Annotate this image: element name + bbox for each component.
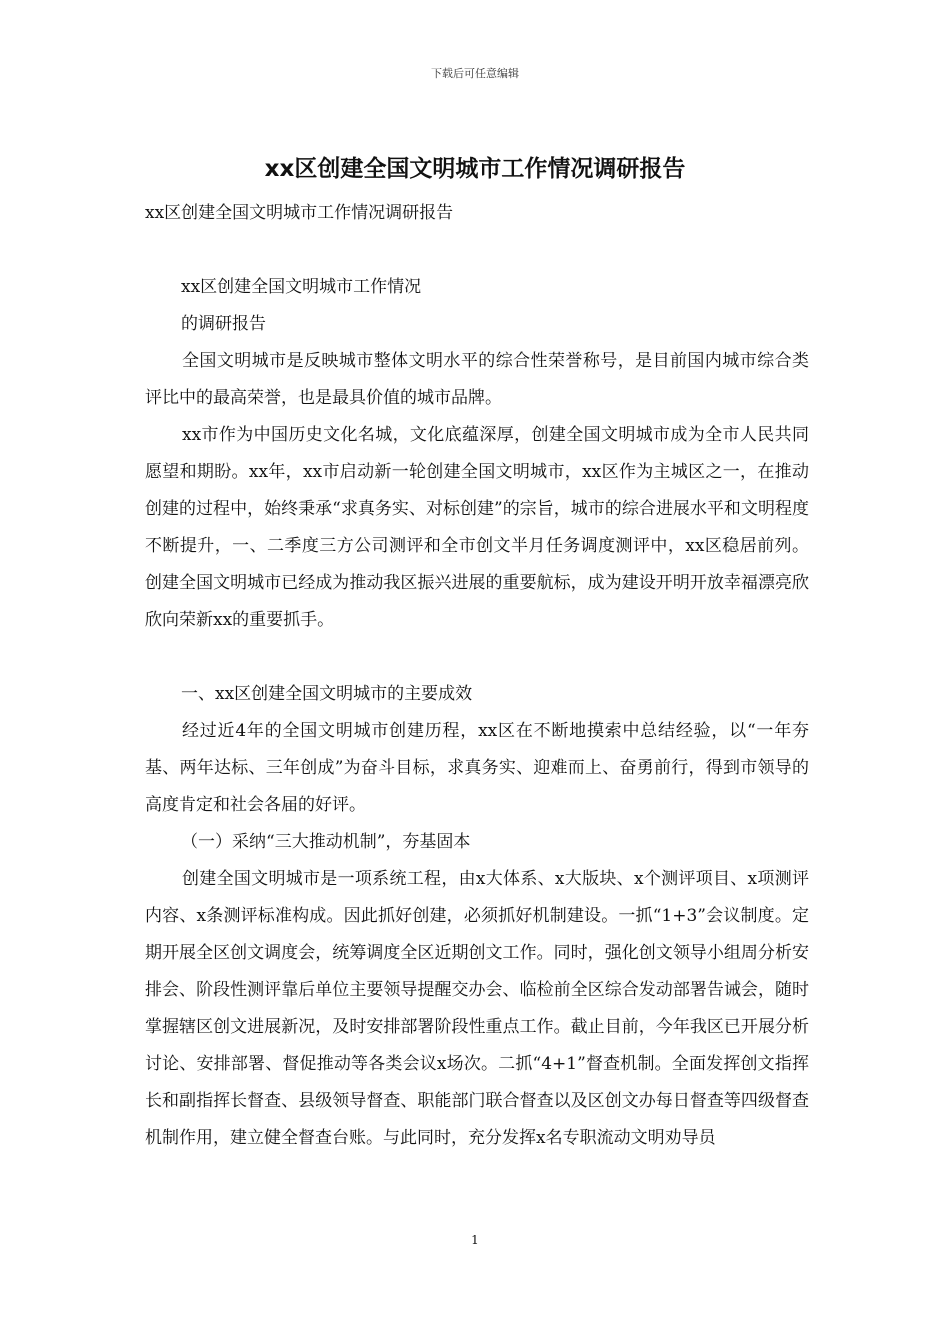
paragraph-intro: 全国文明城市是反映城市整体文明水平的综合性荣誉称号，是目前国内城市综合类评比中的最高荣誉，也是最具价值的城市品牌。: [145, 351, 809, 408]
paragraph-background: xx市作为中国历史文化名城，文化底蕴深厚，创建全国文明城市成为全市人民共同愿望和期盼。xx年，xx市启动新一轮创建全国文明城市，xx区作为主城区之一，在推动创建的过程中，始终秉承“求真务实、对标创建”的宗旨，城市的综合进展水平和文明程度不断提升，一、二季度三方公司测评和全市创文半月任务调度测评中，xx区稳居前列。创建全国文明城市已经成为推动我区振兴进展的重要航标，成为建设开明开放幸福漂亮欣欣向荣新xx的重要抓手。: [145, 425, 809, 630]
header-note: 下载后可任意编辑: [431, 67, 519, 80]
document-title: xx区创建全国文明城市工作情况调研报告: [264, 156, 686, 182]
section-heading: 一、xx区创建全国文明城市的主要成效: [181, 684, 473, 704]
blank-line: [145, 232, 809, 269]
paragraph-achievements: 经过近4年的全国文明城市创建历程，xx区在不断地摸索中总结经验，以“一年夯基、两年达标、三年创成”为奋斗目标，求真务实、迎难而上、奋勇前行，得到市领导的高度肯定和社会各届的好评。: [145, 721, 809, 815]
document-body: [145, 195, 809, 1157]
blank-line: [145, 639, 809, 676]
page-number: 1: [471, 1233, 479, 1247]
subtitle-line: xx区创建全国文明城市工作情况调研报告: [145, 203, 454, 223]
heading-line-2: 的调研报告: [181, 314, 266, 334]
paragraph-mechanisms: 创建全国文明城市是一项系统工程，由x大体系、x大版块、x个测评项目、x项测评内容、x条测评标准构成。因此抓好创建，必须抓好机制建设。一抓“1+3”会议制度。定期开展全区创文调度会，统筹调度全区近期创文工作。同时，强化创文领导小组周分析安排会、阶段性测评靠后单位主要领导提醒交办会、临检前全区综合发动部署告诫会，随时掌握辖区创文进展新况，及时安排部署阶段性重点工作。截止目前，今年我区已开展分析讨论、安排部署、督促推动等各类会议x场次。二抓“4+1”督查机制。全面发挥创文指挥长和副指挥长督查、县级领导督查、职能部门联合督查以及区创文办每日督查等四级督查机制作用，建立健全督查台账。与此同时，充分发挥x名专职流动文明劝导员: [145, 869, 809, 1148]
heading-line-1: xx区创建全国文明城市工作情况: [181, 277, 422, 297]
subsection-heading: （一）采纳“三大推动机制”，夯基固本: [181, 832, 471, 852]
